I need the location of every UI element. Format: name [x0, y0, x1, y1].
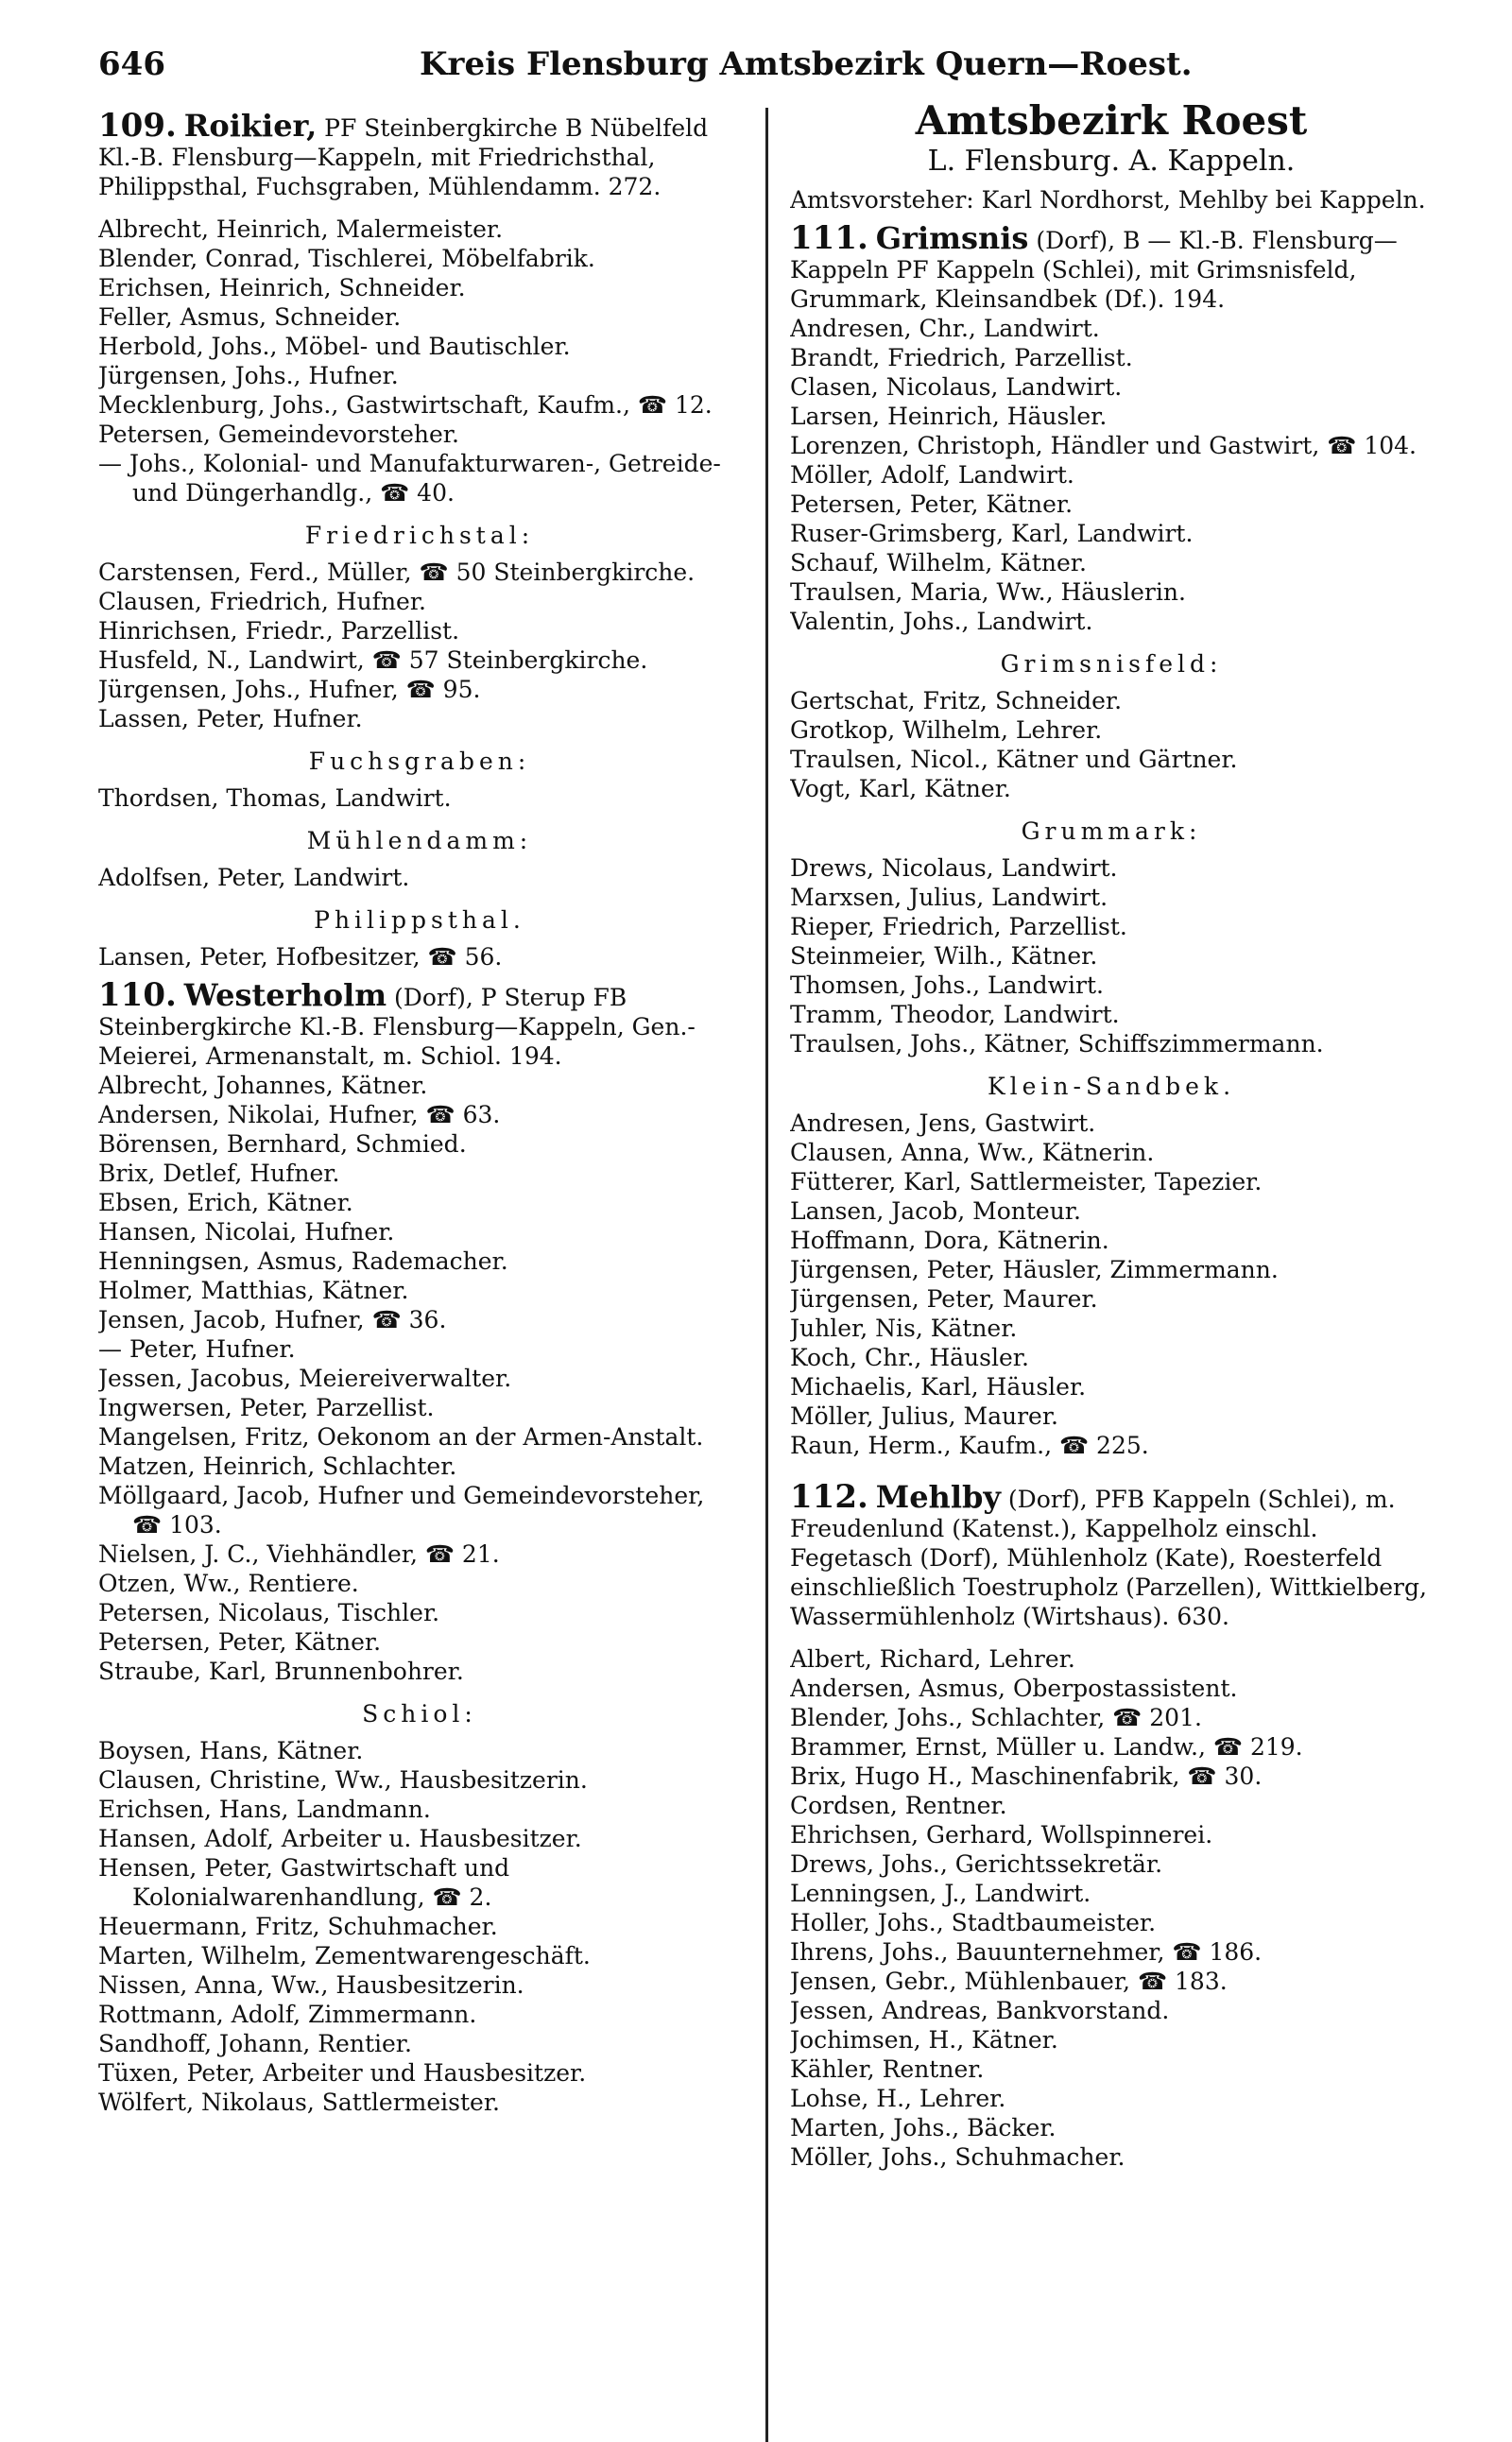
- list-item: Adolfsen, Peter, Landwirt.: [98, 864, 410, 891]
- list-item: Albrecht, Heinrich, Malermeister.: [98, 215, 504, 243]
- column-divider: [765, 108, 768, 2442]
- list-item: Andersen, Nikolai, Hufner, ☎ 63.: [98, 1101, 501, 1128]
- list-item: Traulsen, Maria, Ww., Häuslerin.: [790, 578, 1186, 606]
- list-item: Hoffmann, Dora, Kätnerin.: [790, 1227, 1109, 1254]
- list-item: Nissen, Anna, Ww., Hausbesitzerin.: [98, 1971, 524, 1999]
- list-item: Gertschat, Fritz, Schneider.: [790, 687, 1123, 714]
- section-heading: Grimsnisfeld:: [1000, 650, 1223, 678]
- section-heading: Fuchsgraben:: [308, 748, 531, 775]
- list-item: Brammer, Ernst, Müller u. Landw., ☎ 219.: [790, 1733, 1303, 1761]
- list-item: Traulsen, Johs., Kätner, Schiffszimmermann.: [790, 1030, 1324, 1058]
- district-description: (Dorf), B — Kl.-B. Flensburg—Kappeln PF Kappeln (Schlei), mit Grimsnisfeld, Grummark, Kleinsandbek (Df.). 194.: [790, 227, 1398, 313]
- list-item: Brix, Detlef, Hufner.: [98, 1160, 340, 1187]
- list-item: Mecklenburg, Johs., Gastwirtschaft, Kaufm., ☎ 12.: [98, 391, 713, 419]
- entry-list: [790, 314, 1433, 636]
- page-number: 646: [98, 45, 165, 83]
- list-item: Andersen, Asmus, Oberpostassistent.: [790, 1675, 1238, 1702]
- list-item: — Johs., Kolonial- und Manufakturwaren-, Getreide- und Düngerhandlg., ☎ 40.: [98, 450, 721, 507]
- section-entries: [790, 686, 1433, 803]
- list-item: Schauf, Wilhelm, Kätner.: [790, 549, 1087, 576]
- list-item: Grotkop, Wilhelm, Lehrer.: [790, 716, 1103, 744]
- list-item: Möller, Adolf, Landwirt.: [790, 461, 1074, 489]
- list-item: — Peter, Hufner.: [98, 1335, 296, 1363]
- district-name: Roikier,: [183, 108, 318, 144]
- list-item: Brandt, Friedrich, Parzellist.: [790, 344, 1133, 371]
- list-item: Otzen, Ww., Rentiere.: [98, 1570, 359, 1597]
- list-item: Juhler, Nis, Kätner.: [790, 1315, 1018, 1342]
- list-item: Husfeld, N., Landwirt, ☎ 57 Steinbergkirche.: [98, 646, 648, 674]
- district-name: Westerholm: [183, 977, 387, 1013]
- left-column: [98, 102, 741, 2172]
- section-heading: Schiol:: [362, 1700, 477, 1728]
- list-item: Steinmeier, Wilh., Kätner.: [790, 942, 1098, 970]
- list-item: Lassen, Peter, Hufner.: [98, 705, 363, 732]
- district-number: 111.: [790, 219, 868, 257]
- list-item: Thomsen, Johs., Landwirt.: [790, 972, 1104, 999]
- amtsbezirk-title: Amtsbezirk Roest: [915, 97, 1308, 144]
- list-item: Jürgensen, Johs., Hufner.: [98, 362, 399, 389]
- list-item: Blender, Conrad, Tischlerei, Möbelfabrik.: [98, 245, 595, 272]
- list-item: Boysen, Hans, Kätner.: [98, 1737, 364, 1764]
- list-item: Jessen, Jacobus, Meiereiverwalter.: [98, 1365, 512, 1392]
- entry-list: [98, 1071, 741, 1686]
- list-item: Brix, Hugo H., Maschinenfabrik, ☎ 30.: [790, 1763, 1263, 1790]
- list-item: Petersen, Peter, Kätner.: [790, 490, 1074, 518]
- list-item: Petersen, Gemeindevorsteher.: [98, 421, 459, 448]
- list-item: Lohse, H., Lehrer.: [790, 2085, 1006, 2112]
- subsection-list: [790, 649, 1433, 1460]
- list-item: Rieper, Friedrich, Parzellist.: [790, 913, 1127, 940]
- two-column-body: [98, 97, 1453, 2172]
- list-item: Hensen, Peter, Gastwirtschaft und Kolonialwarenhandlung, ☎ 2.: [98, 1854, 510, 1911]
- list-item: Clausen, Christine, Ww., Hausbesitzerin.: [98, 1766, 588, 1794]
- list-item: Feller, Asmus, Schneider.: [98, 303, 402, 331]
- list-item: Ihrens, Johs., Bauunternehmer, ☎ 186.: [790, 1938, 1263, 1966]
- list-item: Valentin, Johs., Landwirt.: [790, 608, 1093, 635]
- section-entries: [790, 1109, 1433, 1460]
- list-item: Matzen, Heinrich, Schlachter.: [98, 1453, 457, 1480]
- list-item: Andresen, Chr., Landwirt.: [790, 315, 1100, 342]
- list-item: Ruser-Grimsberg, Karl, Landwirt.: [790, 520, 1194, 547]
- list-item: Drews, Nicolaus, Landwirt.: [790, 854, 1118, 882]
- amtsbezirk-subtitle: L. Flensburg. A. Kappeln.: [927, 145, 1296, 178]
- list-item: Tramm, Theodor, Landwirt.: [790, 1001, 1120, 1028]
- list-item: Clausen, Anna, Ww., Kätnerin.: [790, 1139, 1155, 1166]
- list-item: Erichsen, Heinrich, Schneider.: [98, 274, 466, 301]
- list-item: Albert, Richard, Lehrer.: [790, 1645, 1075, 1673]
- list-item: Fütterer, Karl, Sattlermeister, Tapezier.: [790, 1168, 1263, 1195]
- list-item: Michaelis, Karl, Häusler.: [790, 1373, 1087, 1401]
- list-item: Marxsen, Julius, Landwirt.: [790, 884, 1108, 911]
- list-item: Jensen, Gebr., Mühlenbauer, ☎ 183.: [790, 1968, 1228, 1995]
- list-item: Heuermann, Fritz, Schuhmacher.: [98, 1913, 498, 1940]
- district-description: (Dorf), P Sterup FB Steinbergkirche Kl.-B. Flensburg—Kappeln, Gen.-Meierei, Armenanstalt, m. Schiol. 194.: [98, 984, 696, 1070]
- list-item: Hansen, Nicolai, Hufner.: [98, 1218, 395, 1246]
- list-item: Jessen, Andreas, Bankvorstand.: [790, 1997, 1170, 2024]
- section-entries: [98, 1736, 741, 2117]
- list-item: Hansen, Adolf, Arbeiter u. Hausbesitzer.: [98, 1825, 582, 1852]
- list-item: Vogt, Karl, Kätner.: [790, 775, 1011, 802]
- district-description: (Dorf), PFB Kappeln (Schlei), m. Freudenlund (Katenst.), Kappelholz einschl. Fegetasch (Dorf), Mühlenholz (Kate), Roesterfeld einschließlich Toestrupholz (Parzellen), Wittkielberg, Wassermühlenholz (Wirtshaus). 630.: [790, 1486, 1427, 1630]
- list-item: Marten, Wilhelm, Zementwarengeschäft.: [98, 1942, 591, 1969]
- list-item: Marten, Johs., Bäcker.: [790, 2114, 1057, 2141]
- section-entries: [98, 863, 741, 892]
- list-item: Drews, Johs., Gerichtssekretär.: [790, 1850, 1163, 1878]
- list-item: Carstensen, Ferd., Müller, ☎ 50 Steinbergkirche.: [98, 559, 696, 586]
- section-entries: [98, 942, 741, 972]
- district-number: 110.: [98, 976, 177, 1014]
- list-item: Jürgensen, Peter, Häusler, Zimmermann.: [790, 1256, 1279, 1283]
- list-item: Lorenzen, Christoph, Händler und Gastwirt, ☎ 104.: [790, 432, 1418, 459]
- list-item: Herbold, Johs., Möbel- und Bautischler.: [98, 333, 571, 360]
- list-item: Henningsen, Asmus, Rademacher.: [98, 1247, 508, 1275]
- list-item: Cordsen, Rentner.: [790, 1792, 1007, 1819]
- district-name: Mehlby: [875, 1479, 1001, 1515]
- list-item: Andresen, Jens, Gastwirt.: [790, 1109, 1096, 1137]
- list-item: Ehrichsen, Gerhard, Wollspinnerei.: [790, 1821, 1213, 1849]
- subsection-list: [98, 521, 741, 972]
- page-header: [98, 45, 1453, 95]
- section-heading: Klein-Sandbek.: [987, 1073, 1236, 1100]
- list-item: Straube, Karl, Brunnenbohrer.: [98, 1658, 464, 1685]
- district-110: [98, 976, 741, 1071]
- list-item: Mangelsen, Fritz, Oekonom an der Armen-Anstalt.: [98, 1423, 704, 1451]
- list-item: Clausen, Friedrich, Hufner.: [98, 588, 426, 615]
- list-item: Ebsen, Erich, Kätner.: [98, 1189, 353, 1216]
- list-item: Petersen, Peter, Kätner.: [98, 1628, 382, 1656]
- district-111: [790, 219, 1433, 314]
- list-item: Blender, Johs., Schlachter, ☎ 201.: [790, 1704, 1202, 1731]
- district-number: 109.: [98, 107, 177, 145]
- district-112: [790, 1478, 1433, 1631]
- list-item: Thordsen, Thomas, Landwirt.: [98, 784, 452, 812]
- amtsvorsteher: Amtsvorsteher: Karl Nordhorst, Mehlby bei Kappeln.: [790, 186, 1426, 214]
- district-name: Grimsnis: [875, 220, 1029, 256]
- district-description: PF Steinbergkirche B Nübelfeld Kl.-B. Flensburg—Kappeln, mit Friedrichsthal, Philippsthal, Fuchsgraben, Mühlendamm. 272.: [98, 114, 709, 200]
- list-item: Börensen, Bernhard, Schmied.: [98, 1130, 467, 1158]
- section-heading: Philippsthal.: [314, 906, 525, 934]
- list-item: Ingwersen, Peter, Parzellist.: [98, 1394, 435, 1421]
- list-item: Koch, Chr., Häusler.: [790, 1344, 1029, 1371]
- list-item: Tüxen, Peter, Arbeiter und Hausbesitzer.: [98, 2059, 587, 2087]
- list-item: Möller, Julius, Maurer.: [790, 1402, 1058, 1430]
- entry-list: [790, 1644, 1433, 2172]
- list-item: Lansen, Jacob, Monteur.: [790, 1197, 1081, 1225]
- list-item: Larsen, Heinrich, Häusler.: [790, 403, 1108, 430]
- district-number: 112.: [790, 1478, 868, 1516]
- list-item: Nielsen, J. C., Viehhändler, ☎ 21.: [98, 1540, 500, 1568]
- list-item: Petersen, Nicolaus, Tischler.: [98, 1599, 440, 1626]
- running-title: Kreis Flensburg Amtsbezirk Quern—Roest.: [420, 45, 1193, 83]
- list-item: Kähler, Rentner.: [790, 2055, 985, 2083]
- list-item: Holler, Johs., Stadtbaumeister.: [790, 1909, 1157, 1936]
- list-item: Möllgaard, Jacob, Hufner und Gemeindevorsteher, ☎ 103.: [98, 1482, 705, 1539]
- list-item: Clasen, Nicolaus, Landwirt.: [790, 373, 1123, 401]
- list-item: Möller, Johs., Schuhmacher.: [790, 2143, 1125, 2171]
- list-item: Lenningsen, J., Landwirt.: [790, 1880, 1091, 1907]
- section-entries: [98, 558, 741, 733]
- entry-list: [98, 215, 741, 507]
- section-entries: [98, 783, 741, 813]
- list-item: Jürgensen, Peter, Maurer.: [790, 1285, 1098, 1313]
- list-item: Raun, Herm., Kaufm., ☎ 225.: [790, 1432, 1149, 1459]
- section-heading: Grummark:: [1021, 817, 1202, 845]
- list-item: Jürgensen, Johs., Hufner, ☎ 95.: [98, 676, 481, 703]
- section-heading: Friedrichstal:: [304, 522, 535, 549]
- list-item: Jochimsen, H., Kätner.: [790, 2026, 1058, 2054]
- list-item: Traulsen, Nicol., Kätner und Gärtner.: [790, 746, 1238, 773]
- list-item: Wölfert, Nikolaus, Sattlermeister.: [98, 2089, 500, 2116]
- list-item: Lansen, Peter, Hofbesitzer, ☎ 56.: [98, 943, 503, 971]
- list-item: Jensen, Jacob, Hufner, ☎ 36.: [98, 1306, 447, 1333]
- list-item: Sandhoff, Johann, Rentier.: [98, 2030, 412, 2057]
- list-item: Rottmann, Adolf, Zimmermann.: [98, 2001, 477, 2028]
- subsection-list: [98, 1699, 741, 2117]
- list-item: Erichsen, Hans, Landmann.: [98, 1796, 431, 1823]
- section-entries: [790, 853, 1433, 1058]
- section-heading: Mühlendamm:: [306, 827, 533, 854]
- right-column: [790, 97, 1433, 2172]
- list-item: Holmer, Matthias, Kätner.: [98, 1277, 409, 1304]
- list-item: Albrecht, Johannes, Kätner.: [98, 1072, 428, 1099]
- district-109: [98, 107, 741, 201]
- list-item: Hinrichsen, Friedr., Parzellist.: [98, 617, 460, 645]
